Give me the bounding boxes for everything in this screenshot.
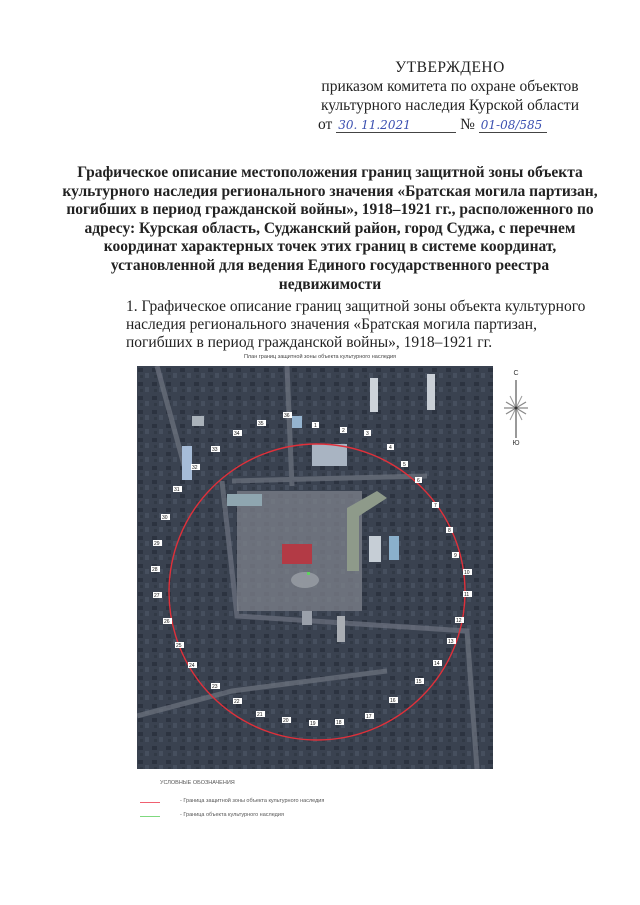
compass-rose	[500, 370, 532, 450]
svg-text:20: 20	[283, 718, 289, 724]
svg-text:28: 28	[152, 567, 158, 573]
map-caption: План границ защитной зоны объекта культурного наследия	[243, 354, 397, 360]
svg-text:2: 2	[342, 428, 345, 434]
svg-text:11: 11	[464, 592, 470, 598]
svg-text:21: 21	[257, 712, 263, 718]
map-svg	[137, 366, 493, 769]
svg-text:8: 8	[448, 528, 451, 534]
legend-item-protection-zone	[130, 798, 430, 806]
object-boundary-marker	[307, 572, 310, 575]
svg-text:25: 25	[176, 643, 182, 649]
number-sign: №	[460, 116, 475, 133]
compass-south-label: Ю	[512, 440, 520, 447]
compass-north-label: С	[513, 370, 519, 377]
svg-text:24: 24	[189, 663, 195, 669]
svg-text:27: 27	[154, 593, 160, 599]
svg-text:32: 32	[192, 465, 198, 471]
svg-text:1: 1	[314, 423, 317, 429]
svg-text:18: 18	[336, 720, 342, 726]
legend-item-label: - Граница защитной зоны объекта культурного наследия	[180, 798, 325, 804]
svg-text:29: 29	[154, 541, 160, 547]
svg-text:7: 7	[434, 503, 437, 509]
svg-text:36: 36	[284, 413, 290, 419]
svg-text:17: 17	[366, 714, 372, 720]
legend-title: УСЛОВНЫЕ ОБОЗНАЧЕНИЯ	[160, 780, 235, 786]
compass-star-icon	[500, 370, 532, 450]
svg-text:13: 13	[448, 639, 454, 645]
green-line-swatch-icon	[140, 816, 160, 817]
approval-line-1: приказом комитета по охране объектов	[321, 78, 579, 95]
from-label: от	[318, 116, 333, 133]
red-line-swatch-icon	[140, 802, 160, 803]
svg-text:34: 34	[234, 431, 240, 437]
approval-title: УТВЕРЖДЕНО	[395, 59, 505, 76]
svg-text:9: 9	[454, 553, 457, 559]
svg-text:16: 16	[390, 698, 396, 704]
section-1	[86, 298, 586, 352]
satellite-map	[137, 366, 493, 769]
svg-text:4: 4	[389, 445, 392, 451]
svg-text:12: 12	[456, 618, 462, 624]
svg-text:6: 6	[417, 478, 420, 484]
approval-line-2: культурного наследия Курской области	[321, 97, 579, 114]
approval-block	[300, 58, 600, 134]
order-number: 01-08/585	[479, 118, 547, 133]
order-line	[300, 115, 600, 134]
svg-text:3: 3	[366, 431, 369, 437]
svg-text:15: 15	[416, 679, 422, 685]
svg-text:31: 31	[174, 487, 180, 493]
legend-item-label: - Граница объекта культурного наследия	[180, 812, 284, 818]
svg-text:33: 33	[212, 447, 218, 453]
svg-text:23: 23	[212, 684, 218, 690]
legend-item-object-boundary	[130, 812, 430, 820]
svg-text:5: 5	[403, 462, 406, 468]
svg-text:26: 26	[164, 619, 170, 625]
order-date: 30. 11.2021	[336, 118, 456, 133]
svg-text:19: 19	[310, 721, 316, 727]
red-roof-building	[282, 544, 312, 564]
svg-text:35: 35	[258, 421, 264, 427]
svg-text:14: 14	[434, 661, 440, 667]
document-title: Графическое описание местоположения границ защитной зоны объекта культурного наследия регионального значения «Братская могила партизан, погибших в период гражданской войны», 1918–1921 гг., расположенного по адресу: Курская область, Суджанский район, город Суджа, с перечнем координат характерных точек этих границ в системе координат, установленной для ведения Единого государственного реестра недвижимости	[62, 164, 598, 293]
svg-text:10: 10	[464, 570, 470, 576]
section-1-text: 1. Графическое описание границ защитной зоны объекта культурного наследия регионального значения «Братская могила партизан, погибших в период гражданской войны», 1918–1921 гг.	[126, 298, 586, 351]
svg-text:30: 30	[162, 515, 168, 521]
svg-text:22: 22	[234, 699, 240, 705]
